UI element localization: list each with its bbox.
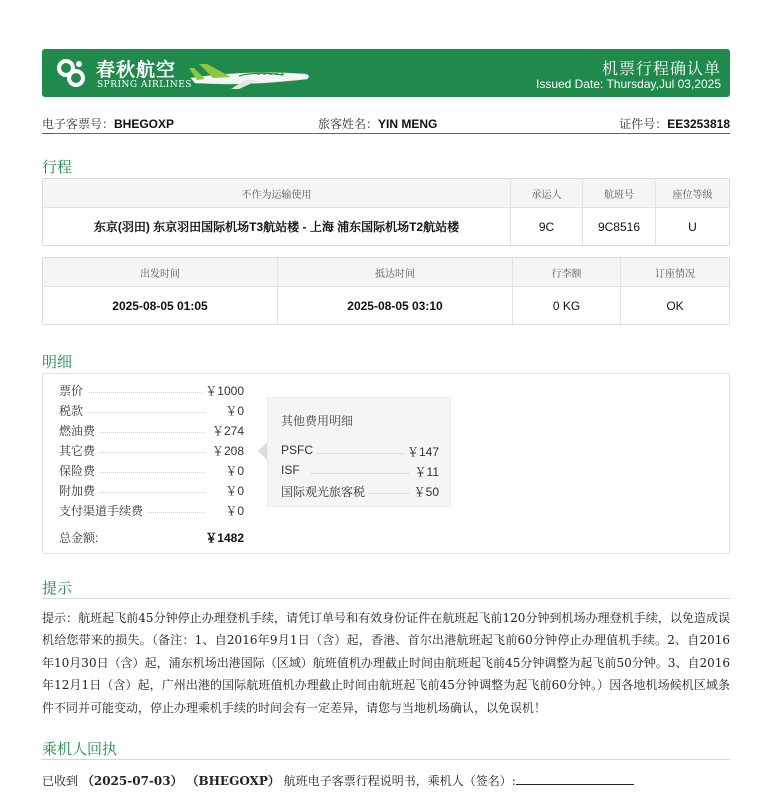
- receipt-code: （BHEGOXP）: [186, 774, 280, 788]
- callout-arrow: [258, 442, 267, 460]
- header-booking-status: 订座情况: [655, 268, 695, 280]
- header-banner: [42, 49, 730, 97]
- id-number-value: EE3253818: [667, 117, 730, 131]
- carrier-value: 9C: [511, 208, 583, 245]
- passenger-name-label: 旅客姓名：: [318, 117, 379, 131]
- passenger-receipt: [42, 772, 730, 789]
- fee-name: 保险费: [59, 462, 98, 479]
- fee-name: 票价: [59, 382, 86, 399]
- header-route: 不作为运输使用: [43, 179, 511, 207]
- issued-date: Issued Date: Thursday,Jul 03,2025: [535, 77, 721, 91]
- receipt-suffix: 航班电子客票行程说明书，乘机人（签名）:: [283, 774, 516, 788]
- fee-value: ￥274: [209, 422, 244, 439]
- tips-text: 提示：航班起飞前45分钟停止办理登机手续，请凭订单号和有效身份证件在航班起飞前120分钟到机场办理登机手续，以免造成误机给您带来的损失。（备注：1、自2016年9月1日（含）起，香港、首尔出港航班起飞前60分钟停止办理值机手续。2、自2016年10月30日（含）起，浦东机场出港国际（区域）航班值机办理截止时间由航班起飞前45分钟调整为起飞前50分钟。3、自2016年12月1日（含）起，广州出港的国际航班值机办理截止时间由航班起飞前45分钟调整为起飞前60分钟。）因各地机场候机区域条件不同并可能变动，停止办理乘机手续的时间会有一定差异，请您与当地机场确认，以免误机！: [42, 611, 730, 715]
- header-departure: 出发时间: [43, 258, 278, 286]
- receipt-date: （2025-07-03）: [81, 774, 183, 788]
- other-fee-name: ISF: [281, 463, 303, 477]
- seat-class-value: U: [688, 219, 697, 234]
- header-baggage: 行李额: [513, 258, 621, 286]
- other-fee-value: ￥11: [412, 463, 439, 480]
- id-number: [619, 115, 730, 132]
- airplane-icon: [187, 56, 312, 90]
- total-label: 总金额:: [59, 531, 99, 545]
- departure-value: 2025-08-05 01:05: [43, 287, 278, 324]
- header-carrier: 承运人: [511, 179, 583, 207]
- fee-value: ￥208: [209, 442, 244, 459]
- fee-name: 税款: [59, 402, 86, 419]
- signature-line: [516, 773, 634, 785]
- receipt-prefix: 已收到: [42, 774, 79, 788]
- route-value: 东京(羽田) 东京羽田国际机场T3航站楼 - 上海 浦东国际机场T2航站楼: [43, 208, 511, 245]
- passenger-name: [318, 115, 437, 132]
- arrival-value: 2025-08-05 03:10: [278, 287, 513, 324]
- fee-value: ￥0: [222, 462, 244, 479]
- fee-name: 支付渠道手续费: [59, 502, 146, 519]
- details-title: 明细: [42, 354, 73, 371]
- itinerary-title: 行程: [42, 159, 73, 176]
- ticket-number-label: 电子客票号：: [42, 117, 115, 131]
- flight-table-header: [43, 179, 729, 208]
- flight-number-value: 9C8516: [583, 208, 656, 245]
- spring-logo-icon: [55, 57, 87, 89]
- ticket-number-value: BHEGOXP: [114, 117, 175, 131]
- fee-value: ￥0: [222, 402, 244, 419]
- fee-value: ￥0: [222, 482, 244, 499]
- flight-table-row: [43, 208, 729, 245]
- fee-row: [59, 502, 244, 520]
- fee-row: [59, 402, 244, 420]
- flight-table: [42, 178, 730, 246]
- fee-name: 附加费: [59, 482, 98, 499]
- time-table-row: [43, 287, 729, 324]
- fee-row: [59, 382, 244, 400]
- other-fee-value: ￥147: [404, 443, 439, 460]
- baggage-value: 0 KG: [513, 287, 621, 324]
- time-table-header: [43, 258, 729, 287]
- other-fee-name: 国际观光旅客税: [281, 483, 368, 500]
- total-value: ￥1482: [205, 531, 244, 545]
- other-fee-row: [281, 443, 439, 461]
- other-fee-row: [281, 483, 439, 501]
- fee-row: [59, 422, 244, 440]
- logo-chinese-text: 春秋航空: [96, 59, 177, 81]
- receipt-divider: [42, 759, 730, 760]
- other-fee-row: [281, 463, 439, 481]
- fee-value: ￥0: [222, 502, 244, 519]
- passenger-name-value: YIN MENG: [378, 117, 438, 131]
- receipt-title: 乘机人回执: [42, 741, 118, 758]
- tips-divider: [42, 598, 730, 599]
- other-fee-value: ￥50: [411, 483, 439, 500]
- booking-status-value: OK: [666, 298, 684, 313]
- header-arrival: 抵达时间: [278, 258, 513, 286]
- id-number-label: 证件号：: [619, 117, 668, 131]
- document-title: 机票行程确认单: [601, 61, 721, 78]
- fee-name: 燃油费: [59, 422, 98, 439]
- header-flight-number: 航班号: [583, 179, 656, 207]
- other-fee-name: PSFC: [281, 443, 316, 457]
- fee-name: 其它费: [59, 442, 98, 459]
- fee-details-box: [42, 373, 730, 554]
- tips-title: 提示: [42, 580, 73, 597]
- fee-row: [59, 462, 244, 480]
- fee-row: [59, 442, 244, 460]
- other-fees-box: [267, 397, 451, 507]
- ticket-number: [42, 115, 174, 132]
- passenger-info-row: [42, 115, 730, 134]
- header-seat-class: 座位等级: [672, 189, 713, 201]
- other-fees-title: 其他费用明细: [281, 414, 354, 428]
- logo-english-text: SPRING AIRLINES: [97, 80, 192, 90]
- time-table: [42, 257, 730, 325]
- fee-value: ￥1000: [202, 382, 244, 399]
- fee-total: [59, 529, 244, 546]
- fee-row: [59, 482, 244, 500]
